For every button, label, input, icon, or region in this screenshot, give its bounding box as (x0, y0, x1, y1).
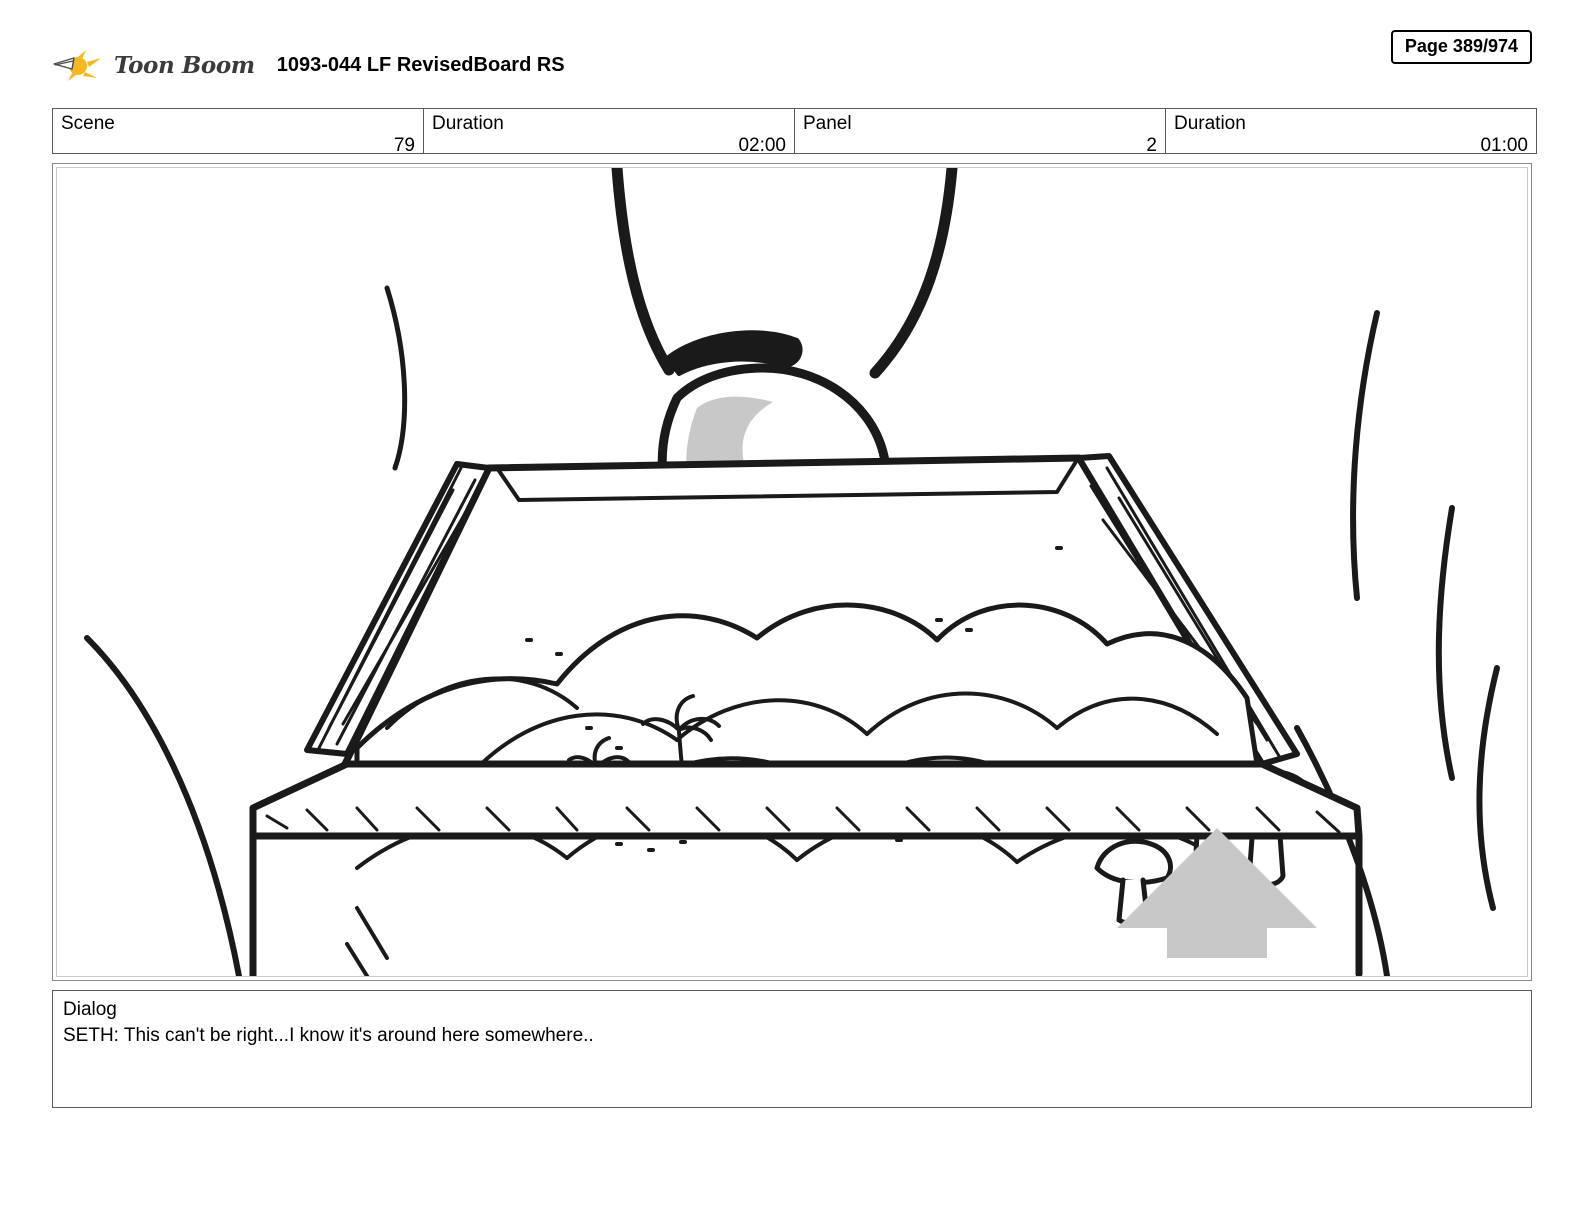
dialog-box (52, 990, 1532, 1108)
scene-cell (53, 109, 424, 154)
panel-metadata-table (52, 108, 1537, 154)
scene-duration-value: 02:00 (738, 135, 786, 156)
brand-name: Toon Boom (114, 51, 255, 79)
panel-duration-cell (1166, 109, 1537, 154)
panel-label: Panel (803, 113, 852, 134)
storyboard-panel-image (56, 167, 1528, 977)
scene-duration-cell (424, 109, 795, 154)
page-header (52, 0, 1532, 96)
storyboard-panel-frame (52, 163, 1532, 981)
dialog-label: Dialog (63, 999, 117, 1020)
panel-cell (795, 109, 1166, 154)
panel-duration-value: 01:00 (1480, 135, 1528, 156)
dialog-text: SETH: This can't be right...I know it's around here somewhere.. (63, 1025, 594, 1046)
scene-duration-label: Duration (432, 113, 504, 134)
page-number-badge: Page 389/974 (1391, 30, 1532, 64)
toon-boom-sun-icon (52, 48, 106, 82)
panel-duration-label: Duration (1174, 113, 1246, 134)
scene-label: Scene (61, 113, 115, 134)
page-title: 1093-044 LF RevisedBoard RS (276, 53, 565, 76)
scene-value: 79 (393, 135, 415, 156)
panel-value: 2 (1146, 135, 1157, 156)
table-row (53, 109, 1537, 154)
brand-logo (52, 48, 255, 82)
